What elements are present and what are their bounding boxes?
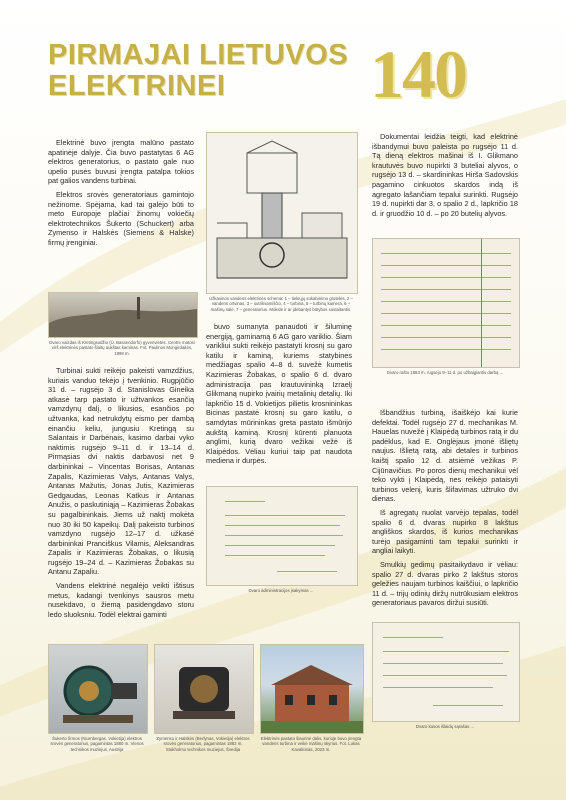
photo-2-caption: Zymenso ir Halskės (Berlynas, Vokietija) elektros srovės generatorius, pagamintas 1882 m. Stokholmo technikos muziejus, Švedija [156,736,250,752]
text-column-1b [48,366,194,623]
paragraph: Vandens elektrinė negalėjo veikti ištisus metus, kadangi tvenkinys sausros metu nusekdavo, o žiemą pasidengdavo storu ledo sluoksniu. Todėl elektrai gaminti [48,581,194,619]
schuckert-generator-photo [48,644,148,734]
document-2-caption: Dvaro administracijos įsakymas ... [248,588,314,593]
title-line-1: PIRMAJAI LIETUVOS [48,39,349,71]
turbine-drawing [207,133,357,293]
photo-3-caption: Elektrinės pastato šiaurinė dalis, kurioje buvo įrengta vandens turbina ir veikė mašinų skyrius. Fot. Lukas Kavaliūnas, 2023 m. [260,736,362,752]
turbine-caption: Užkasinos vandens elektrinės schema: 1 – tiekiųjų sukabinimo grotelės, 2 – vandens ortvinas, 3 – sutrikvamiščio, 4 – turbina, 5 – turbinų kamera, 6 – mašinų salė, 7 – generatorius. Moksle ir ar įdebantys būtybos sustaitantis. [209,296,353,312]
paragraph: Išbandžius turbiną, išaiškėjo kai kurie defektai. Todėl rugsėjo 27 d. mechanikas M. Hauelas nuvežė į Klaipėdą turbinos ratą ir du padėklus, kad E. Onglėjaus įmonė išliętų naujus. Išlietą ratą, abi detales ir turbinos kaištį spalio 12 d. atsiėmė vežikas P. Cijūnavičius. Po poros dienų mechanikui vėl teko vykti į Klaipėdą, nes reikėjo pataisyti turbinos velenį, kuris šlifavimas užtruko dvi dienas. [372,408,518,504]
paragraph: Smulkių gedimų pasitaikydavo ir vėliau: spalio 27 d. dvaras pirko 2 lakštus storos geležies naujam turbinos kaiščiui, o lapkričio 11 d. – trijų odinių diržų nutrūkusiam elektros generatoriaus pavaros diržui susiūti. [372,559,518,608]
paragraph: Dokumentai leidžia teigti, kad elektrinė išbandymui buvo paleista po rugsėjo 11 d. Tą dieną elektros mašinai iš I. Glikmano krautuvės buvo nupirkti 3 buteliai alyvos, o rugsėjo 13 d. – skardininkas Hirša Sadovskis pagamino cinkuotos skardos indą iš agregato lašančiam tepalui surinkti. Rugsėjo 19 d. nupirkti dar 3, o spalio 2 d., lapkričio 18 d. ir gruodžio 10 d. – po 20 butelių alyvos. [372,132,518,218]
anniversary-number: 140 [370,36,466,112]
paragraph: Elektrinė buvo įrengta malūno pastato apatinėje dalyje. Čia buvo pastatytas 6 AG elektros generatorius, o pastato gale nuo upelio pusės buvusi įrengta patalpa tokios pat galios vandens turbinai. [48,138,194,186]
archive-document-3 [372,622,520,722]
document-3-caption: Dvaro kasos išlaidų sąrašas ... [415,724,475,729]
photo-1-caption: Šukerto firmos (Niurnbergas, Vokietija) elektros srovės generatorius, pagamintas 1880 m. Vienos technikos muziejus, Austrija [50,736,144,752]
title-line-2: ELEKTRINEI [48,70,226,102]
text-column-1 [48,138,194,252]
text-column-3b [372,408,518,612]
paragraph: Turbinai sukti reikėjo pakeisti vamzdžius, kuriais vanduo tekėjo į tvenkinio. Rugpjūčio 31 d. – rugsėjo 3 d. Stanislovas Gineika atkasė tarp pastato ir užtvankos esančią vamzdynų dalį, o likusios, esančios po užtvanka, kad netrukdytų eismo per dambą einančiu keliu, jungusiu Kretingą su Salantais ir Darbėnais, kasimo darbai vyko naktimis rugsėjo 9–11 d. ir 13–14 d. Pirmąsias dvi naktis darbavosi net 9 darbininkai – Vincentas Borisas, Antanas Zapalis, Kazimieras Valys, Antanas Valys, Antanas Mažutis, Jonas Jutis, Kazimieras Gedgaudas, Leonas Katkus ir Antanas Anužis, o paskutiniąją – Kazimieras Žobakas su pagalbininkais. Jiems už naktį mokėta nuo 30 iki 50 kapeikų. Dalį pakeisto turbinos vamzdyno rugsėjo 12–17 d. užkasė darbininkai Pranciškus Vilamis, Aleksandras Zapalis ir Kazimieras Žobakas, o likusią rugsėjo 19–24 d. – Kazimieras Žobakas su Antanu Zapaliu. [48,366,194,577]
paragraph: Iš agregatų nuolat varvėjo tepalas, todėl spalio 6 d. dvaras nupirko 8 lakštus angliškos skardos, iš kurios mechanikas turėjo pasigaminti tam tepalui surinkti ir angliai laikyti. [372,507,518,556]
archive-document-1 [372,238,520,368]
text-column-3 [372,132,518,222]
paragraph: buvo sumanyta panaudoti ir šiluminę energiją, gaminamą 6 AG garo variklio. Šiam varikliui sukti reikėjo pastatyti krosnį su garo katilu ir kaminą, kuriems statybines medžiagas spalio 4–8 d. suvežė kumetis Kazimieras Žobakas, o spalio 6 d. dvaro administracija pas krautuvininką Izraelį Glikmaną nupirko įvairių metalinių detalių. Iki lapkričio 15 d. Vokietijos pilietis krosnininkas Bicinas pastatė krosnį su garo katilu, o samdytas mūrininkas greta pastato išmūrijo aukštą kaminą. Krosnį kūrenti planuota anglimi, kurią dvaro vežikai vežė iš Klaipėdos. Vėliau kuriui taip pat naudota mediena ir durpės. [206,322,352,466]
landscape-caption: Dvaro vaizdas iš Kretingsodžio (Ü. Bassendorfo) gyvenvietės. Centre matosi virš elektrinės pastato šlaitų aukštas kaminas. Fot. Paulinos Mongirdaitės, 1898 m. [49,340,195,356]
document-1-caption: Dvaro rašto 1883 m. rugsėjo 9–11 d. po užbaigiantis darbą ... [386,370,504,375]
turbine-diagram [206,132,358,294]
power-plant-building-photo [260,644,364,734]
paragraph: Elektros srovės generatoriaus gamintojo nežinome. Spėjama, kad tai galėjo būti to meto Europoje plačiai žinomų vokiečių elektrotechnikos Šukerto (Schuckert) arba Zymenso ir Halskės (Siemens & Halske) firmų įrenginiai. [48,189,194,247]
text-column-2 [206,322,352,470]
siemens-generator-photo [154,644,254,734]
poster-title [48,40,348,102]
archive-document-2 [206,486,358,586]
landscape-photo [48,292,198,338]
